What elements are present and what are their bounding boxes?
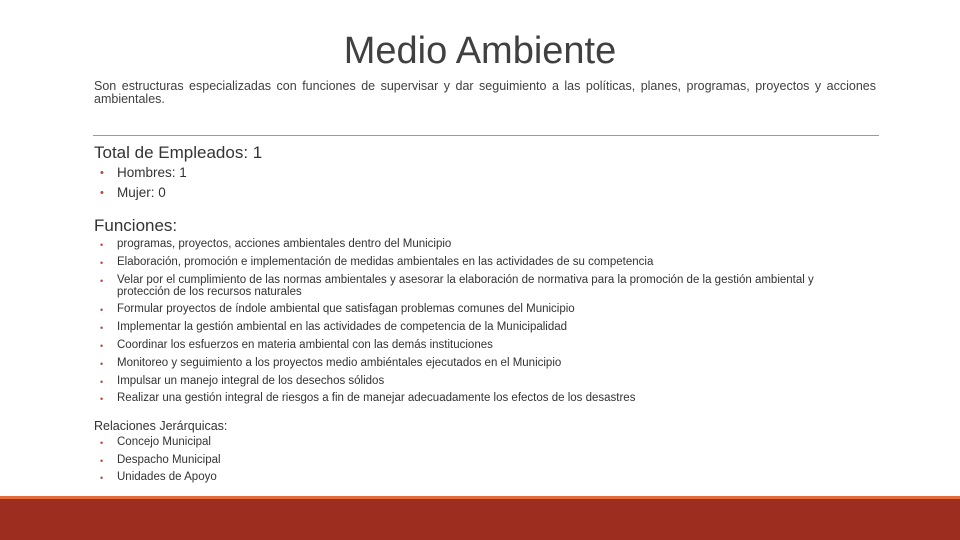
relations-heading: Relaciones Jerárquicas: <box>94 419 228 433</box>
bullet-icon: • <box>100 394 104 405</box>
employees-heading: Total de Empleados: 1 <box>94 143 263 162</box>
bullet-icon: • <box>100 187 104 199</box>
bullet-icon: • <box>100 376 104 387</box>
bullet-icon: • <box>100 473 104 483</box>
list-item: • Formular proyectos de índole ambiental que satisfagan problemas comunes del Municipio <box>100 303 575 316</box>
functions-heading: Funciones: <box>94 216 178 235</box>
functions-list <box>100 238 840 410</box>
list-item: • Elaboración, promoción e implementación de medidas ambientales en las actividades de su competencia <box>100 255 654 268</box>
bullet-icon: • <box>100 323 104 334</box>
list-item: • Concejo Municipal <box>100 436 211 448</box>
bullet-icon: • <box>100 167 104 179</box>
list-item: • Despacho Municipal <box>100 453 221 466</box>
bullet-icon: • <box>100 438 104 448</box>
relations-list <box>100 436 221 489</box>
divider <box>93 135 879 136</box>
list-item: • Coordinar los esfuerzos en materia ambiental con las demás instituciones <box>100 338 493 351</box>
list-item: • Unidades de Apoyo <box>100 471 217 483</box>
bullet-icon: • <box>100 455 104 466</box>
intro-paragraph: Son estructuras especializadas con funciones de supervisar y dar seguimiento a las políticas, planes, programas, proyectos y acciones ambientales. <box>94 79 876 106</box>
list-item: • Monitoreo y seguimiento a los proyectos medio ambiéntales ejecutados en el Municipio <box>100 356 562 369</box>
bullet-icon: • <box>100 275 104 286</box>
footer-bar <box>0 499 960 540</box>
list-item: • programas, proyectos, acciones ambientales dentro del Municipio <box>100 238 452 250</box>
list-item: • Velar por el cumplimiento de las normas ambientales y asesorar la elaboración de normativa para la promoción de la gestión ambiental y protección de los recursos naturales <box>100 273 814 298</box>
bullet-icon: • <box>100 358 104 369</box>
bullet-icon: • <box>100 240 104 250</box>
list-item: • Realizar una gestión integral de riesgos a fin de manejar adecuadamente los efectos de los desastres <box>100 392 636 405</box>
bullet-icon: • <box>100 257 104 268</box>
list-item: • Hombres: 1 <box>100 163 187 183</box>
bullet-icon: • <box>100 305 104 316</box>
list-item: • Impulsar un manejo integral de los desechos sólidos <box>100 374 385 387</box>
employees-list <box>100 163 187 203</box>
list-item: • Mujer: 0 <box>100 183 187 203</box>
list-item: • Implementar la gestión ambiental en las actividades de competencia de la Municipalidad <box>100 321 568 334</box>
slide-title: Medio Ambiente <box>343 30 617 72</box>
bullet-icon: • <box>100 340 104 351</box>
